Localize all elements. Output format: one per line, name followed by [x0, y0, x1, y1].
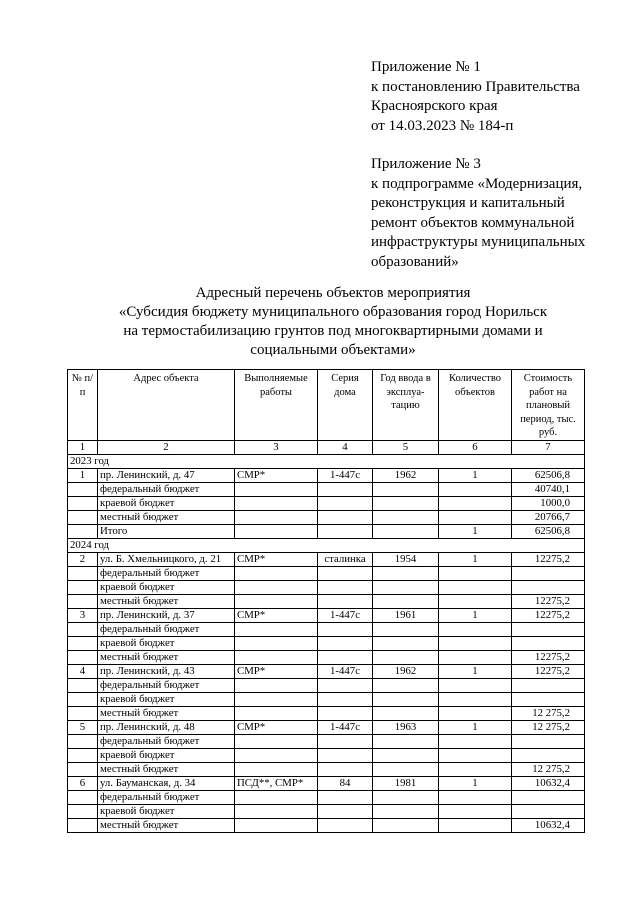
cell-cost: 12275,2 — [512, 552, 585, 566]
cell-n — [68, 636, 98, 650]
cell-qty: 1 — [439, 720, 512, 734]
cell-work — [235, 566, 318, 580]
cell-n: 3 — [68, 608, 98, 622]
cell-yr — [373, 692, 439, 706]
header-line: реконструкция и капитальный — [371, 195, 565, 211]
cell-work — [235, 482, 318, 496]
appendix-3-block — [371, 155, 633, 272]
cell-n — [68, 482, 98, 496]
table-row — [68, 790, 585, 804]
column-header: Год ввода в эксплуа-тацию — [373, 370, 439, 441]
table-row — [68, 524, 585, 538]
cell-series — [318, 524, 373, 538]
column-number: 1 — [68, 440, 98, 454]
cell-n — [68, 496, 98, 510]
cell-addr: федеральный бюджет — [98, 482, 235, 496]
cell-work — [235, 706, 318, 720]
cell-cost — [512, 580, 585, 594]
cell-addr: Итого — [98, 524, 235, 538]
column-header: Выполняемые работы — [235, 370, 318, 441]
table-row — [68, 552, 585, 566]
cell-n — [68, 748, 98, 762]
cell-n — [68, 678, 98, 692]
cell-yr — [373, 790, 439, 804]
appendix-header — [371, 58, 633, 272]
cell-cost: 1000,0 — [512, 496, 585, 510]
cell-addr: краевой бюджет — [98, 580, 235, 594]
column-header: Адрес объекта — [98, 370, 235, 441]
cell-cost — [512, 748, 585, 762]
cell-cost — [512, 790, 585, 804]
cell-addr: федеральный бюджет — [98, 678, 235, 692]
cell-addr: краевой бюджет — [98, 748, 235, 762]
cell-yr — [373, 706, 439, 720]
title-line: «Субсидия бюджету муниципального образования город Норильск — [118, 304, 548, 320]
cell-addr: федеральный бюджет — [98, 790, 235, 804]
cell-series — [318, 580, 373, 594]
cell-yr — [373, 650, 439, 664]
column-number: 6 — [439, 440, 512, 454]
column-header: Серия дома — [318, 370, 373, 441]
cell-work — [235, 748, 318, 762]
cell-series: 1-447с — [318, 608, 373, 622]
cell-series — [318, 818, 373, 832]
cell-series — [318, 636, 373, 650]
table-row — [68, 566, 585, 580]
cell-work: СМР* — [235, 664, 318, 678]
cell-addr: краевой бюджет — [98, 692, 235, 706]
cell-addr: местный бюджет — [98, 818, 235, 832]
cell-cost — [512, 734, 585, 748]
cell-qty — [439, 594, 512, 608]
cell-qty — [439, 734, 512, 748]
cell-addr: федеральный бюджет — [98, 734, 235, 748]
column-number: 3 — [235, 440, 318, 454]
table-row — [68, 482, 585, 496]
cell-cost: 62506,8 — [512, 524, 585, 538]
cell-work: СМР* — [235, 608, 318, 622]
header-line: инфраструктуры муниципальных — [371, 234, 586, 250]
title-line: на термостабилизацию грунтов под многоквартирными домами и — [123, 323, 543, 339]
cell-work — [235, 692, 318, 706]
cell-cost: 12 275,2 — [512, 762, 585, 776]
cell-qty — [439, 762, 512, 776]
cell-addr: федеральный бюджет — [98, 566, 235, 580]
cell-qty — [439, 706, 512, 720]
cell-series — [318, 510, 373, 524]
cell-yr — [373, 524, 439, 538]
table-row — [68, 748, 585, 762]
document-title — [96, 284, 570, 360]
table-row — [68, 580, 585, 594]
cell-addr: краевой бюджет — [98, 496, 235, 510]
year-row — [68, 538, 585, 552]
cell-work: СМР* — [235, 720, 318, 734]
cell-cost: 12 275,2 — [512, 720, 585, 734]
cell-work: СМР* — [235, 468, 318, 482]
column-number: 4 — [318, 440, 373, 454]
year-label: 2023 год — [68, 454, 585, 468]
cell-yr — [373, 748, 439, 762]
cell-addr: местный бюджет — [98, 510, 235, 524]
cell-yr: 1954 — [373, 552, 439, 566]
cell-qty — [439, 510, 512, 524]
table-row — [68, 650, 585, 664]
table-row — [68, 804, 585, 818]
cell-cost: 12 275,2 — [512, 706, 585, 720]
cell-series — [318, 804, 373, 818]
cell-qty — [439, 804, 512, 818]
cell-addr: пр. Ленинский, д. 47 — [98, 468, 235, 482]
table-row — [68, 818, 585, 832]
cell-work — [235, 496, 318, 510]
cell-n — [68, 818, 98, 832]
cell-cost: 12275,2 — [512, 608, 585, 622]
cell-series: сталинка — [318, 552, 373, 566]
cell-yr: 1981 — [373, 776, 439, 790]
table-row — [68, 594, 585, 608]
column-number: 5 — [373, 440, 439, 454]
header-line: к постановлению Правительства — [371, 78, 580, 95]
column-number-row — [68, 440, 585, 454]
column-number: 2 — [98, 440, 235, 454]
cell-qty — [439, 622, 512, 636]
cell-n — [68, 622, 98, 636]
table-row — [68, 608, 585, 622]
cell-yr — [373, 678, 439, 692]
cell-n — [68, 790, 98, 804]
cell-cost — [512, 636, 585, 650]
cell-yr: 1963 — [373, 720, 439, 734]
cell-qty — [439, 790, 512, 804]
cell-series: 1-447с — [318, 468, 373, 482]
cell-series — [318, 650, 373, 664]
cell-qty — [439, 566, 512, 580]
cell-work — [235, 594, 318, 608]
cell-series — [318, 622, 373, 636]
cell-n — [68, 510, 98, 524]
cell-qty: 1 — [439, 776, 512, 790]
cell-series — [318, 762, 373, 776]
cell-yr — [373, 594, 439, 608]
table-row — [68, 678, 585, 692]
cell-n — [68, 734, 98, 748]
cell-cost: 20766,7 — [512, 510, 585, 524]
cell-n — [68, 594, 98, 608]
table-row — [68, 706, 585, 720]
cell-addr: федеральный бюджет — [98, 622, 235, 636]
cell-series — [318, 734, 373, 748]
cell-yr — [373, 580, 439, 594]
cell-yr: 1962 — [373, 664, 439, 678]
cell-n — [68, 524, 98, 538]
cell-series: 1-447с — [318, 664, 373, 678]
cell-addr: местный бюджет — [98, 650, 235, 664]
cell-work — [235, 678, 318, 692]
table-row — [68, 692, 585, 706]
table-row — [68, 762, 585, 776]
cell-cost: 40740,1 — [512, 482, 585, 496]
cell-qty — [439, 636, 512, 650]
year-row — [68, 454, 585, 468]
cell-addr: ул. Б. Хмельницкого, д. 21 — [98, 552, 235, 566]
cell-series — [318, 566, 373, 580]
header-line: Красноярского края — [371, 98, 498, 114]
cell-cost: 12275,2 — [512, 650, 585, 664]
cell-work — [235, 510, 318, 524]
cell-work: СМР* — [235, 552, 318, 566]
year-label: 2024 год — [68, 538, 585, 552]
cell-work — [235, 762, 318, 776]
cell-series — [318, 482, 373, 496]
appendix-1-block — [371, 58, 633, 136]
cell-n — [68, 706, 98, 720]
column-header: Количество объектов — [439, 370, 512, 441]
table-row — [68, 622, 585, 636]
cell-yr — [373, 636, 439, 650]
cell-work — [235, 804, 318, 818]
table-row — [68, 664, 585, 678]
cell-yr — [373, 818, 439, 832]
cell-n: 6 — [68, 776, 98, 790]
cell-qty — [439, 650, 512, 664]
header-line: к подпрограмме «Модернизация, — [371, 175, 583, 192]
table-row — [68, 734, 585, 748]
cell-work — [235, 650, 318, 664]
cell-cost: 12275,2 — [512, 664, 585, 678]
cell-qty — [439, 496, 512, 510]
cell-work — [235, 734, 318, 748]
cell-work — [235, 580, 318, 594]
cell-series — [318, 790, 373, 804]
cell-cost — [512, 678, 585, 692]
cell-qty: 1 — [439, 468, 512, 482]
cell-series: 84 — [318, 776, 373, 790]
cell-cost — [512, 692, 585, 706]
cell-addr: краевой бюджет — [98, 636, 235, 650]
cell-qty: 1 — [439, 664, 512, 678]
cell-n: 2 — [68, 552, 98, 566]
cell-yr — [373, 804, 439, 818]
cell-addr: пр. Ленинский, д. 48 — [98, 720, 235, 734]
cell-addr: местный бюджет — [98, 762, 235, 776]
cell-yr — [373, 496, 439, 510]
table-row — [68, 510, 585, 524]
objects-table — [67, 369, 585, 833]
cell-series — [318, 594, 373, 608]
cell-work: ПСД**, СМР* — [235, 776, 318, 790]
table-row — [68, 636, 585, 650]
header-line: образований» — [371, 253, 459, 270]
column-header: № п/п — [68, 370, 98, 441]
cell-n — [68, 580, 98, 594]
cell-work — [235, 622, 318, 636]
cell-series — [318, 748, 373, 762]
cell-addr: ул. Бауманская, д. 34 — [98, 776, 235, 790]
cell-series — [318, 692, 373, 706]
header-line: Приложение № 3 — [371, 156, 481, 172]
cell-n — [68, 650, 98, 664]
cell-yr — [373, 510, 439, 524]
cell-qty — [439, 818, 512, 832]
cell-cost: 10632,4 — [512, 776, 585, 790]
cell-cost: 10632,4 — [512, 818, 585, 832]
cell-qty: 1 — [439, 524, 512, 538]
cell-work — [235, 636, 318, 650]
header-line: Приложение № 1 — [371, 59, 481, 75]
cell-series: 1-447с — [318, 720, 373, 734]
cell-work — [235, 790, 318, 804]
column-header: Стоимость работ на плановый период, тыс. руб. — [512, 370, 585, 441]
cell-addr: пр. Ленинский, д. 37 — [98, 608, 235, 622]
cell-n: 4 — [68, 664, 98, 678]
cell-addr: местный бюджет — [98, 594, 235, 608]
cell-series — [318, 706, 373, 720]
title-line: социальными объектами» — [250, 342, 416, 358]
cell-series — [318, 496, 373, 510]
table-header-row — [68, 370, 585, 441]
cell-qty: 1 — [439, 552, 512, 566]
cell-n: 1 — [68, 468, 98, 482]
cell-qty — [439, 678, 512, 692]
cell-n — [68, 566, 98, 580]
cell-qty — [439, 748, 512, 762]
cell-n — [68, 692, 98, 706]
cell-qty — [439, 482, 512, 496]
cell-yr: 1961 — [373, 608, 439, 622]
cell-cost: 12275,2 — [512, 594, 585, 608]
table-row — [68, 720, 585, 734]
cell-yr: 1962 — [373, 468, 439, 482]
table-row — [68, 496, 585, 510]
cell-qty: 1 — [439, 608, 512, 622]
cell-cost: 62506,8 — [512, 468, 585, 482]
cell-addr: пр. Ленинский, д. 43 — [98, 664, 235, 678]
cell-n: 5 — [68, 720, 98, 734]
cell-yr — [373, 482, 439, 496]
cell-cost — [512, 622, 585, 636]
cell-n — [68, 804, 98, 818]
cell-series — [318, 678, 373, 692]
cell-cost — [512, 566, 585, 580]
cell-yr — [373, 762, 439, 776]
cell-work — [235, 524, 318, 538]
cell-cost — [512, 804, 585, 818]
table-row — [68, 468, 585, 482]
cell-yr — [373, 734, 439, 748]
title-line: Адресный перечень объектов мероприятия — [195, 285, 471, 301]
table-body — [68, 454, 585, 832]
column-number: 7 — [512, 440, 585, 454]
table-row — [68, 776, 585, 790]
cell-work — [235, 818, 318, 832]
header-line: от 14.03.2023 № 184-п — [371, 117, 514, 134]
cell-qty — [439, 692, 512, 706]
cell-addr: местный бюджет — [98, 706, 235, 720]
cell-yr — [373, 622, 439, 636]
cell-n — [68, 762, 98, 776]
cell-qty — [439, 580, 512, 594]
cell-addr: краевой бюджет — [98, 804, 235, 818]
header-line: ремонт объектов коммунальной — [371, 214, 575, 231]
cell-yr — [373, 566, 439, 580]
